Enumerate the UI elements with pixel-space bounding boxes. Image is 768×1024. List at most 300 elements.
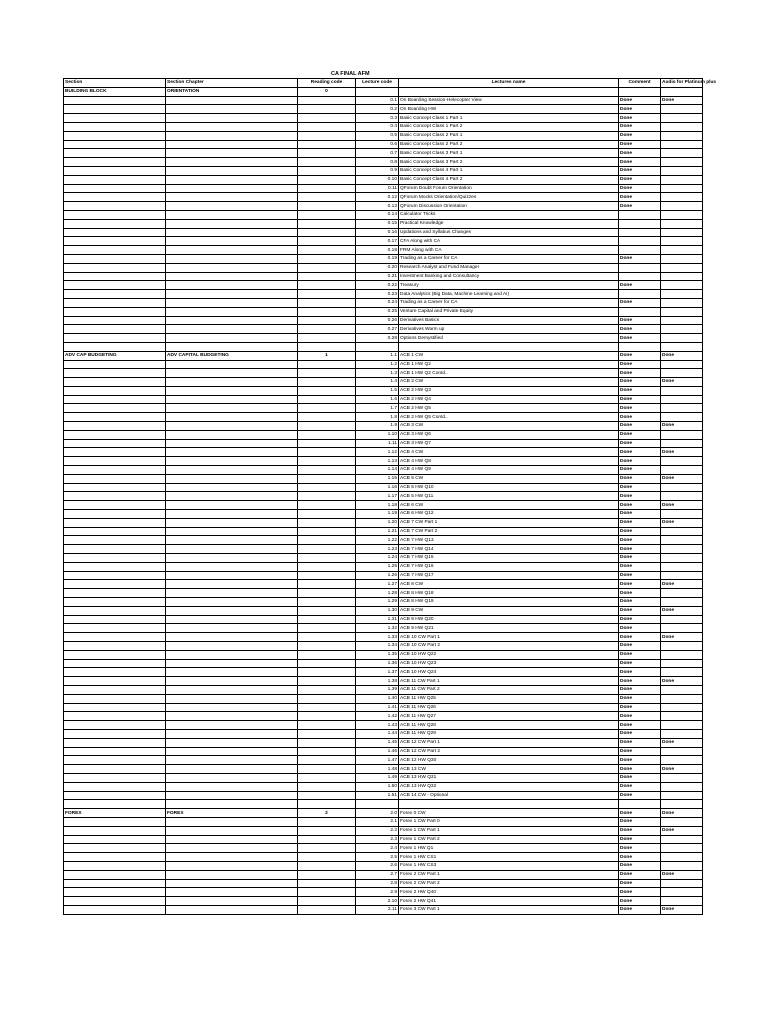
cell-audio[interactable] [661, 430, 703, 439]
cell-chapter[interactable] [166, 712, 298, 721]
cell-reading-code[interactable] [298, 114, 356, 123]
cell-audio[interactable] [661, 466, 703, 475]
cell-reading-code[interactable] [298, 96, 356, 105]
cell-comment[interactable]: Done [619, 650, 661, 659]
cell-comment[interactable]: Done [619, 817, 661, 826]
cell-section[interactable] [64, 659, 166, 668]
cell-reading-code[interactable] [298, 228, 356, 237]
cell-chapter[interactable] [166, 378, 298, 387]
cell-audio[interactable] [661, 386, 703, 395]
cell-comment[interactable]: Done [619, 404, 661, 413]
cell-lecture-code[interactable]: 1.35 [356, 650, 399, 659]
cell-reading-code[interactable] [298, 263, 356, 272]
cell-lecture-code[interactable]: 1.23 [356, 545, 399, 554]
cell-lecture-name[interactable]: Forex 2 HW Q40 [399, 888, 619, 897]
cell-comment[interactable]: Done [619, 193, 661, 202]
cell-lecture-name[interactable]: Derivatives Warm up [399, 325, 619, 334]
cell-lecture-name[interactable]: ACB 4 CW [399, 448, 619, 457]
cell-audio[interactable] [661, 404, 703, 413]
cell-comment[interactable]: Done [619, 562, 661, 571]
cell-reading-code[interactable] [298, 395, 356, 404]
cell-lecture-code[interactable] [356, 800, 399, 809]
cell-audio[interactable] [661, 888, 703, 897]
cell-reading-code[interactable] [298, 650, 356, 659]
cell-audio[interactable] [661, 298, 703, 307]
cell-chapter[interactable] [166, 474, 298, 483]
cell-section[interactable] [64, 712, 166, 721]
cell-chapter[interactable] [166, 263, 298, 272]
cell-comment[interactable]: Done [619, 835, 661, 844]
cell-lecture-name[interactable]: ACB 5 HW Q10 [399, 483, 619, 492]
cell-lecture-name[interactable]: ACB 5 HW Q11 [399, 492, 619, 501]
cell-reading-code[interactable] [298, 536, 356, 545]
cell-comment[interactable]: Done [619, 536, 661, 545]
cell-lecture-name[interactable]: Basic Concept Class 1 Part 1 [399, 114, 619, 123]
cell-lecture-code[interactable]: 1.13 [356, 457, 399, 466]
cell-lecture-name[interactable]: ACB 13 HW Q32 [399, 782, 619, 791]
cell-reading-code[interactable] [298, 545, 356, 554]
cell-audio[interactable] [661, 562, 703, 571]
cell-lecture-name[interactable]: ACB 12 CW Part 2 [399, 747, 619, 756]
cell-lecture-name[interactable]: On Boarding Session-Helecopter View [399, 96, 619, 105]
cell-audio[interactable] [661, 439, 703, 448]
cell-reading-code[interactable] [298, 870, 356, 879]
cell-reading-code[interactable] [298, 624, 356, 633]
cell-audio[interactable] [661, 219, 703, 228]
cell-section[interactable] [64, 677, 166, 686]
cell-audio[interactable]: Done [661, 518, 703, 527]
cell-comment[interactable]: Done [619, 369, 661, 378]
cell-comment[interactable]: Done [619, 386, 661, 395]
cell-comment[interactable] [619, 263, 661, 272]
cell-audio[interactable] [661, 316, 703, 325]
cell-audio[interactable] [661, 800, 703, 809]
cell-reading-code[interactable] [298, 703, 356, 712]
cell-lecture-name[interactable]: ACB 13 CW [399, 765, 619, 774]
cell-reading-code[interactable] [298, 316, 356, 325]
cell-section[interactable]: FOREX [64, 809, 166, 818]
cell-section[interactable] [64, 246, 166, 255]
cell-reading-code[interactable] [298, 685, 356, 694]
cell-section[interactable] [64, 685, 166, 694]
cell-comment[interactable]: Done [619, 853, 661, 862]
cell-audio[interactable]: Done [661, 870, 703, 879]
cell-comment[interactable]: Done [619, 615, 661, 624]
cell-chapter[interactable] [166, 122, 298, 131]
cell-reading-code[interactable] [298, 175, 356, 184]
cell-reading-code[interactable] [298, 668, 356, 677]
cell-section[interactable] [64, 439, 166, 448]
cell-section[interactable] [64, 721, 166, 730]
cell-section[interactable] [64, 844, 166, 853]
cell-lecture-name[interactable]: FRM Along with CA [399, 246, 619, 255]
cell-lecture-name[interactable]: ACB 10 HW Q22 [399, 650, 619, 659]
cell-comment[interactable] [619, 246, 661, 255]
cell-section[interactable] [64, 457, 166, 466]
cell-lecture-name[interactable]: Basic Concept Class 4 Part 2 [399, 175, 619, 184]
cell-audio[interactable] [661, 334, 703, 343]
cell-lecture-code[interactable]: 2.0 [356, 809, 399, 818]
cell-section[interactable] [64, 861, 166, 870]
cell-section[interactable] [64, 624, 166, 633]
cell-lecture-name[interactable]: ACB 8 CW [399, 580, 619, 589]
cell-lecture-name[interactable]: CFA Along with CA [399, 237, 619, 246]
cell-section[interactable] [64, 870, 166, 879]
cell-lecture-name[interactable]: ACB 2 HW Q3 [399, 386, 619, 395]
cell-lecture-name[interactable]: ACB 6 HW Q12 [399, 510, 619, 519]
cell-audio[interactable] [661, 87, 703, 96]
cell-reading-code[interactable] [298, 571, 356, 580]
cell-lecture-name[interactable]: ACB 9 HW Q20 [399, 615, 619, 624]
cell-reading-code[interactable] [298, 844, 356, 853]
cell-chapter[interactable] [166, 149, 298, 158]
cell-section[interactable] [64, 193, 166, 202]
cell-chapter[interactable] [166, 140, 298, 149]
cell-chapter[interactable] [166, 861, 298, 870]
cell-lecture-code[interactable]: 1.10 [356, 430, 399, 439]
cell-audio[interactable] [661, 817, 703, 826]
cell-chapter[interactable] [166, 290, 298, 299]
cell-section[interactable] [64, 545, 166, 554]
cell-lecture-code[interactable]: 0.25 [356, 307, 399, 316]
cell-section[interactable] [64, 554, 166, 563]
cell-audio[interactable] [661, 659, 703, 668]
cell-section[interactable] [64, 765, 166, 774]
cell-audio[interactable] [661, 158, 703, 167]
cell-comment[interactable]: Done [619, 685, 661, 694]
cell-audio[interactable] [661, 413, 703, 422]
cell-reading-code[interactable] [298, 210, 356, 219]
cell-reading-code[interactable] [298, 905, 356, 914]
cell-lecture-code[interactable]: 0.3 [356, 114, 399, 123]
cell-lecture-code[interactable]: 1.26 [356, 571, 399, 580]
cell-chapter[interactable] [166, 897, 298, 906]
cell-lecture-code[interactable]: 2.2 [356, 826, 399, 835]
cell-lecture-code[interactable]: 0.8 [356, 158, 399, 167]
cell-comment[interactable]: Done [619, 325, 661, 334]
cell-lecture-code[interactable]: 0.12 [356, 193, 399, 202]
cell-chapter[interactable] [166, 228, 298, 237]
cell-lecture-code[interactable]: 1.49 [356, 773, 399, 782]
cell-lecture-code[interactable] [356, 342, 399, 351]
cell-lecture-code[interactable]: 2.11 [356, 905, 399, 914]
cell-section[interactable] [64, 166, 166, 175]
cell-lecture-code[interactable]: 1.36 [356, 659, 399, 668]
cell-chapter[interactable] [166, 395, 298, 404]
cell-audio[interactable] [661, 835, 703, 844]
cell-chapter[interactable] [166, 685, 298, 694]
cell-lecture-name[interactable]: ACB 3 HW Q7 [399, 439, 619, 448]
cell-section[interactable] [64, 237, 166, 246]
cell-chapter[interactable] [166, 782, 298, 791]
cell-comment[interactable]: Done [619, 721, 661, 730]
cell-section[interactable] [64, 325, 166, 334]
cell-lecture-code[interactable]: 0.2 [356, 105, 399, 114]
cell-lecture-code[interactable]: 0.16 [356, 228, 399, 237]
cell-comment[interactable]: Done [619, 668, 661, 677]
cell-reading-code[interactable] [298, 633, 356, 642]
cell-comment[interactable] [619, 290, 661, 299]
cell-section[interactable] [64, 140, 166, 149]
cell-comment[interactable]: Done [619, 545, 661, 554]
cell-audio[interactable]: Done [661, 826, 703, 835]
cell-lecture-name[interactable]: Basic Concept Class 3 Part 2 [399, 158, 619, 167]
cell-chapter[interactable] [166, 246, 298, 255]
cell-reading-code[interactable] [298, 122, 356, 131]
cell-lecture-name[interactable]: ACB 7 CW Part 2 [399, 527, 619, 536]
cell-reading-code[interactable] [298, 615, 356, 624]
cell-lecture-code[interactable]: 1.29 [356, 598, 399, 607]
cell-lecture-name[interactable]: ACB 10 CW Part 2 [399, 642, 619, 651]
cell-section[interactable] [64, 395, 166, 404]
cell-reading-code[interactable] [298, 298, 356, 307]
cell-comment[interactable]: Done [619, 202, 661, 211]
cell-comment[interactable]: Done [619, 158, 661, 167]
cell-audio[interactable] [661, 756, 703, 765]
cell-lecture-name[interactable]: Basic Concept Class 2 Part 2 [399, 140, 619, 149]
cell-chapter[interactable] [166, 615, 298, 624]
cell-reading-code[interactable] [298, 518, 356, 527]
cell-comment[interactable]: Done [619, 483, 661, 492]
cell-chapter[interactable] [166, 210, 298, 219]
cell-lecture-code[interactable]: 1.39 [356, 685, 399, 694]
cell-lecture-name[interactable]: ACB 7 HW Q14 [399, 545, 619, 554]
cell-section[interactable] [64, 219, 166, 228]
cell-comment[interactable]: Done [619, 96, 661, 105]
cell-lecture-code[interactable]: 0.18 [356, 246, 399, 255]
cell-reading-code[interactable] [298, 589, 356, 598]
cell-section[interactable] [64, 562, 166, 571]
cell-lecture-code[interactable]: 1.20 [356, 518, 399, 527]
cell-section[interactable] [64, 254, 166, 263]
cell-chapter[interactable] [166, 457, 298, 466]
cell-lecture-name[interactable]: Venture Capital and Private Equity [399, 307, 619, 316]
cell-chapter[interactable] [166, 413, 298, 422]
cell-section[interactable] [64, 747, 166, 756]
cell-reading-code[interactable] [298, 765, 356, 774]
cell-audio[interactable] [661, 237, 703, 246]
cell-lecture-code[interactable]: 2.1 [356, 817, 399, 826]
cell-reading-code[interactable] [298, 694, 356, 703]
cell-lecture-name[interactable] [399, 342, 619, 351]
cell-lecture-name[interactable]: On Boarding HW [399, 105, 619, 114]
cell-chapter[interactable] [166, 870, 298, 879]
cell-lecture-name[interactable]: ACB 11 HW Q26 [399, 703, 619, 712]
cell-lecture-code[interactable]: 1.17 [356, 492, 399, 501]
cell-reading-code[interactable] [298, 562, 356, 571]
cell-lecture-code[interactable]: 1.34 [356, 642, 399, 651]
cell-lecture-code[interactable]: 1.33 [356, 633, 399, 642]
cell-comment[interactable]: Done [619, 298, 661, 307]
cell-chapter[interactable] [166, 888, 298, 897]
cell-section[interactable] [64, 492, 166, 501]
cell-chapter[interactable] [166, 800, 298, 809]
cell-comment[interactable]: Done [619, 809, 661, 818]
cell-reading-code[interactable] [298, 879, 356, 888]
cell-section[interactable] [64, 729, 166, 738]
cell-section[interactable] [64, 791, 166, 800]
cell-lecture-code[interactable]: 0.10 [356, 175, 399, 184]
cell-reading-code[interactable]: 0 [298, 87, 356, 96]
cell-comment[interactable]: Done [619, 589, 661, 598]
cell-comment[interactable]: Done [619, 905, 661, 914]
cell-comment[interactable]: Done [619, 642, 661, 651]
cell-audio[interactable]: Done [661, 501, 703, 510]
cell-comment[interactable]: Done [619, 457, 661, 466]
cell-chapter[interactable] [166, 281, 298, 290]
cell-comment[interactable]: Done [619, 474, 661, 483]
cell-chapter[interactable] [166, 721, 298, 730]
cell-chapter[interactable] [166, 703, 298, 712]
cell-lecture-name[interactable]: ACB 3 CW [399, 422, 619, 431]
cell-audio[interactable] [661, 571, 703, 580]
cell-section[interactable] [64, 826, 166, 835]
cell-section[interactable] [64, 897, 166, 906]
cell-chapter[interactable] [166, 114, 298, 123]
cell-chapter[interactable] [166, 835, 298, 844]
cell-chapter[interactable] [166, 554, 298, 563]
cell-chapter[interactable] [166, 316, 298, 325]
cell-section[interactable] [64, 518, 166, 527]
cell-reading-code[interactable] [298, 756, 356, 765]
cell-reading-code[interactable] [298, 580, 356, 589]
cell-reading-code[interactable] [298, 642, 356, 651]
cell-lecture-code[interactable]: 1.51 [356, 791, 399, 800]
cell-chapter[interactable] [166, 791, 298, 800]
cell-reading-code[interactable] [298, 773, 356, 782]
cell-reading-code[interactable] [298, 422, 356, 431]
cell-chapter[interactable] [166, 166, 298, 175]
cell-chapter[interactable] [166, 404, 298, 413]
cell-reading-code[interactable] [298, 325, 356, 334]
cell-section[interactable] [64, 694, 166, 703]
cell-audio[interactable] [661, 536, 703, 545]
cell-comment[interactable]: Done [619, 677, 661, 686]
cell-reading-code[interactable] [298, 131, 356, 140]
cell-comment[interactable]: Done [619, 782, 661, 791]
cell-reading-code[interactable] [298, 237, 356, 246]
cell-section[interactable] [64, 536, 166, 545]
cell-section[interactable] [64, 879, 166, 888]
cell-audio[interactable]: Done [661, 633, 703, 642]
cell-comment[interactable]: Done [619, 316, 661, 325]
cell-comment[interactable]: Done [619, 580, 661, 589]
cell-comment[interactable]: Done [619, 448, 661, 457]
cell-comment[interactable]: Done [619, 395, 661, 404]
cell-reading-code[interactable] [298, 360, 356, 369]
cell-comment[interactable]: Done [619, 826, 661, 835]
cell-comment[interactable]: Done [619, 439, 661, 448]
cell-chapter[interactable] [166, 694, 298, 703]
cell-chapter[interactable] [166, 325, 298, 334]
cell-lecture-code[interactable]: 1.6 [356, 395, 399, 404]
cell-section[interactable] [64, 580, 166, 589]
cell-chapter[interactable] [166, 439, 298, 448]
cell-lecture-name[interactable]: ACB 12 HW Q30 [399, 756, 619, 765]
cell-audio[interactable] [661, 290, 703, 299]
cell-lecture-code[interactable]: 0.13 [356, 202, 399, 211]
cell-lecture-code[interactable]: 0.14 [356, 210, 399, 219]
cell-chapter[interactable] [166, 580, 298, 589]
cell-audio[interactable] [661, 166, 703, 175]
cell-audio[interactable] [661, 527, 703, 536]
cell-lecture-code[interactable]: 0.26 [356, 316, 399, 325]
cell-lecture-name[interactable]: Derivatives Basics [399, 316, 619, 325]
cell-lecture-code[interactable] [356, 87, 399, 96]
cell-audio[interactable] [661, 325, 703, 334]
cell-reading-code[interactable] [298, 307, 356, 316]
cell-comment[interactable]: Done [619, 598, 661, 607]
cell-lecture-name[interactable]: Forex 1 HW CS3 [399, 861, 619, 870]
cell-reading-code[interactable] [298, 791, 356, 800]
cell-chapter[interactable] [166, 386, 298, 395]
cell-comment[interactable]: Done [619, 360, 661, 369]
cell-lecture-name[interactable]: Trading as a Career for CA [399, 298, 619, 307]
cell-comment[interactable]: Done [619, 571, 661, 580]
cell-audio[interactable] [661, 131, 703, 140]
cell-reading-code[interactable] [298, 861, 356, 870]
cell-comment[interactable]: Done [619, 747, 661, 756]
cell-lecture-name[interactable]: ACB 14 CW - Optional [399, 791, 619, 800]
cell-lecture-code[interactable]: 1.41 [356, 703, 399, 712]
cell-lecture-code[interactable]: 1.9 [356, 422, 399, 431]
cell-lecture-name[interactable]: ACB 1 HW Q2 Contd.. [399, 369, 619, 378]
cell-section[interactable] [64, 703, 166, 712]
cell-lecture-name[interactable]: Basic Concept Class 1 Part 2 [399, 122, 619, 131]
cell-section[interactable] [64, 773, 166, 782]
cell-lecture-code[interactable]: 1.31 [356, 615, 399, 624]
cell-chapter[interactable] [166, 659, 298, 668]
cell-lecture-name[interactable]: ACB 5 CW [399, 474, 619, 483]
cell-section[interactable] [64, 105, 166, 114]
cell-lecture-name[interactable]: ACB 2 CW [399, 378, 619, 387]
cell-lecture-name[interactable]: ACB 7 HW Q17 [399, 571, 619, 580]
cell-lecture-name[interactable]: ACB 10 CW Part 1 [399, 633, 619, 642]
cell-chapter[interactable] [166, 254, 298, 263]
cell-reading-code[interactable] [298, 281, 356, 290]
cell-chapter[interactable] [166, 501, 298, 510]
cell-chapter[interactable] [166, 342, 298, 351]
cell-comment[interactable]: Done [619, 756, 661, 765]
cell-chapter[interactable] [166, 562, 298, 571]
cell-reading-code[interactable] [298, 246, 356, 255]
cell-lecture-name[interactable]: Basic Concept Class 2 Part 1 [399, 131, 619, 140]
cell-comment[interactable]: Done [619, 888, 661, 897]
cell-lecture-name[interactable]: ACB 7 HW Q15 [399, 554, 619, 563]
cell-comment[interactable]: Done [619, 122, 661, 131]
cell-comment[interactable]: Done [619, 422, 661, 431]
cell-chapter[interactable] [166, 817, 298, 826]
cell-lecture-name[interactable]: ACB 6 CW [399, 501, 619, 510]
cell-lecture-code[interactable]: 1.48 [356, 765, 399, 774]
cell-reading-code[interactable] [298, 738, 356, 747]
cell-comment[interactable]: Done [619, 114, 661, 123]
cell-lecture-name[interactable] [399, 800, 619, 809]
cell-audio[interactable] [661, 712, 703, 721]
cell-lecture-name[interactable]: Data Analytics (Big Data, Machine Learning and AI) [399, 290, 619, 299]
cell-lecture-code[interactable]: 2.4 [356, 844, 399, 853]
cell-lecture-code[interactable]: 1.44 [356, 729, 399, 738]
cell-reading-code[interactable]: 2 [298, 809, 356, 818]
cell-chapter[interactable] [166, 448, 298, 457]
cell-reading-code[interactable] [298, 897, 356, 906]
cell-audio[interactable]: Done [661, 351, 703, 360]
cell-chapter[interactable] [166, 430, 298, 439]
cell-chapter[interactable] [166, 334, 298, 343]
cell-lecture-name[interactable]: ACB 12 CW Part 1 [399, 738, 619, 747]
cell-chapter[interactable]: ORIENTATION [166, 87, 298, 96]
cell-lecture-name[interactable]: Calculator Tricks [399, 210, 619, 219]
